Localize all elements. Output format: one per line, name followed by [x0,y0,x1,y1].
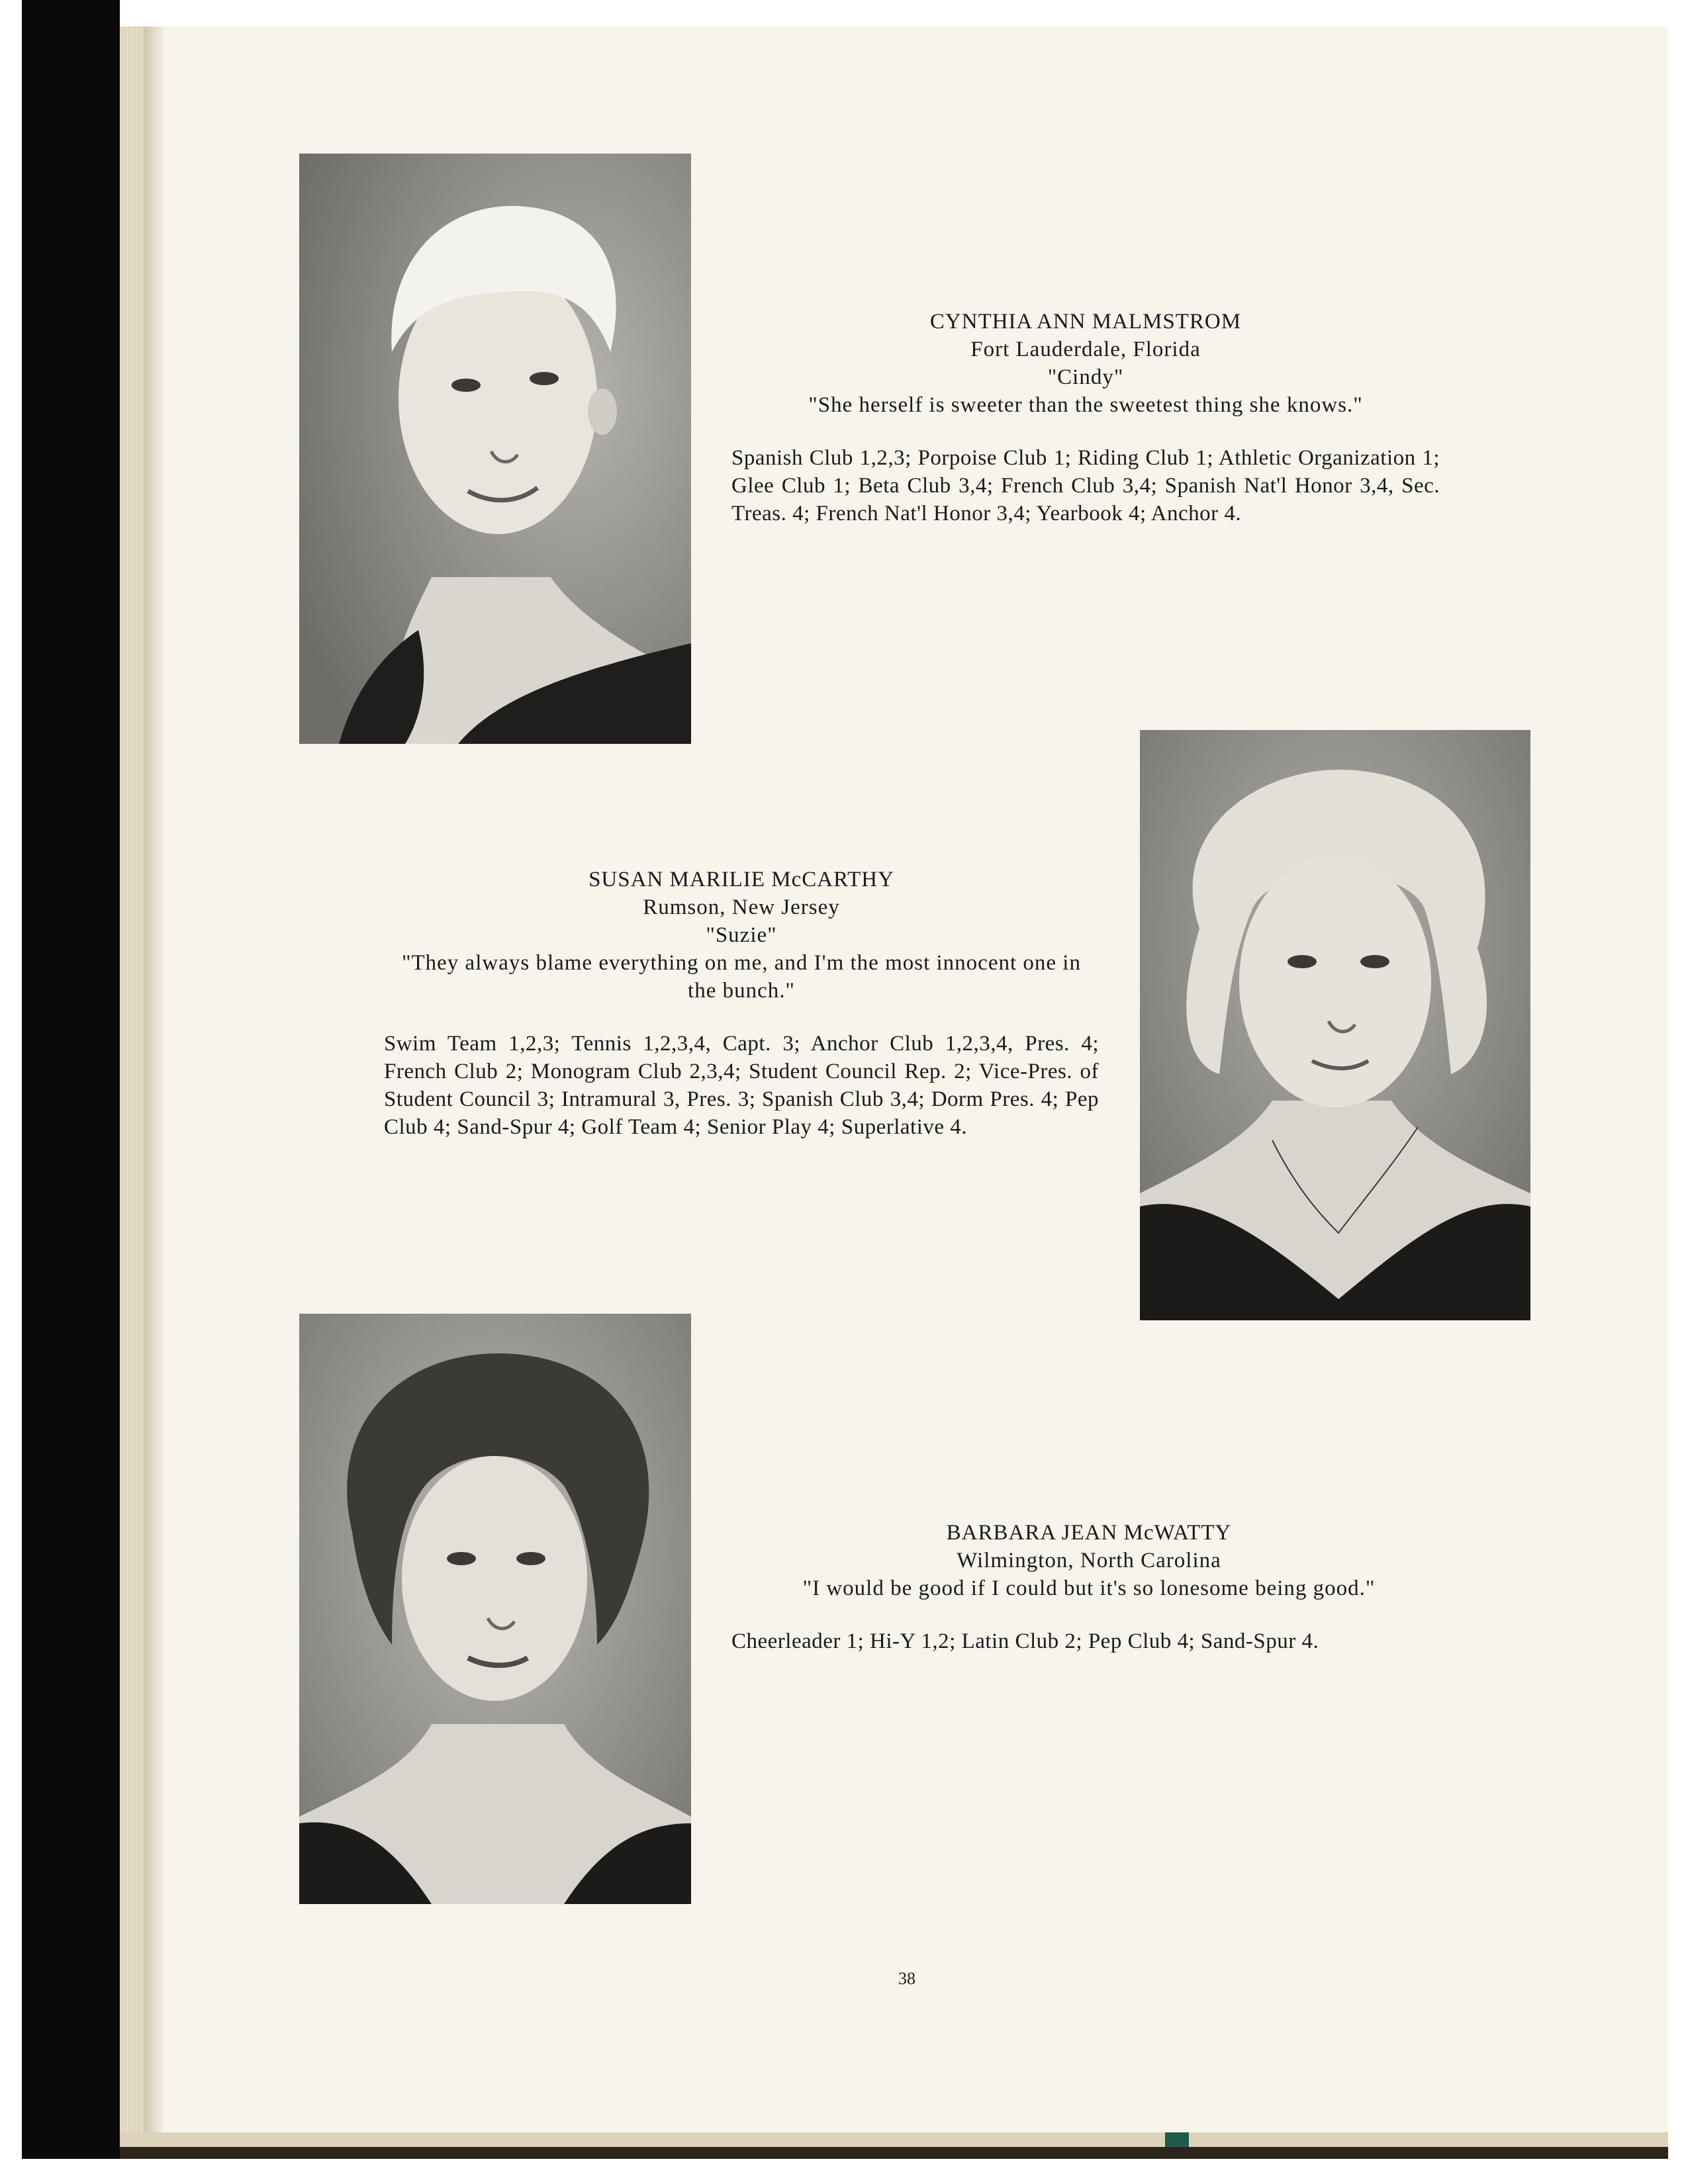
student-quote: "I would be good if I could but it's so lonesome being good." [802,1576,1376,1600]
student-quote: "They always blame everything on me, and I'm the most innocent one in the bunch." [402,951,1081,1003]
student-hometown: Fort Lauderdale, Florida [970,338,1201,361]
student-entry-susan [384,866,1099,1141]
student-name: SUSAN MARILIE McCARTHY [588,868,894,891]
student-activities: Swim Team 1,2,3; Tennis 1,2,3,4, Capt. 3; Anchor Club 1,2,3,4, Pres. 4; French Club 2; Monogram Club 2,3,4; Student Council Rep. 2; Vice-Pres. of Student Council 3; Intramural 3, Pres. 3; Spanish Club 3,4; Dorm Pres. 4; Pep Club 4; Sand-Spur 4; Golf Team 4; Senior Play 4; Superlative 4. [384,1032,1099,1139]
portrait-photo-cynthia [299,154,691,744]
student-nickname: "Suzie" [706,923,777,947]
student-hometown: Rumson, New Jersey [643,895,840,919]
student-hometown: Wilmington, North Carolina [957,1549,1221,1572]
student-name: CYNTHIA ANN MALMSTROM [929,310,1242,334]
page-stack-edges [120,26,144,2144]
binding-gutter [144,26,164,2144]
portrait-photo-barbara [299,1314,691,1904]
student-entry-barbara [731,1519,1446,1655]
bookmark-ribbon [1165,2132,1189,2147]
page-bottom-shadow [120,2147,1668,2159]
student-activities: Cheerleader 1; Hi-Y 1,2; Latin Club 2; Pep Club 4; Sand-Spur 4. [731,1629,1319,1653]
student-name: BARBARA JEAN McWATTY [946,1521,1232,1545]
student-entry-cynthia [731,308,1440,527]
student-quote: "She herself is sweeter than the sweetest thing she knows." [808,393,1363,417]
scanner-dark-edge [22,0,120,2159]
page-number: 38 [898,1969,915,1988]
student-activities: Spanish Club 1,2,3; Porpoise Club 1; Riding Club 1; Athletic Organization 1; Glee Club 1; Beta Club 3,4; French Club 3,4; Spanish Nat'l Honor 3,4, Sec. Treas. 4; French Nat'l Honor 3,4; Yearbook 4; Anchor 4. [731,446,1440,525]
page-bottom-edge [120,2132,1668,2147]
portrait-photo-susan [1140,730,1530,1320]
student-nickname: "Cindy" [1047,365,1124,389]
